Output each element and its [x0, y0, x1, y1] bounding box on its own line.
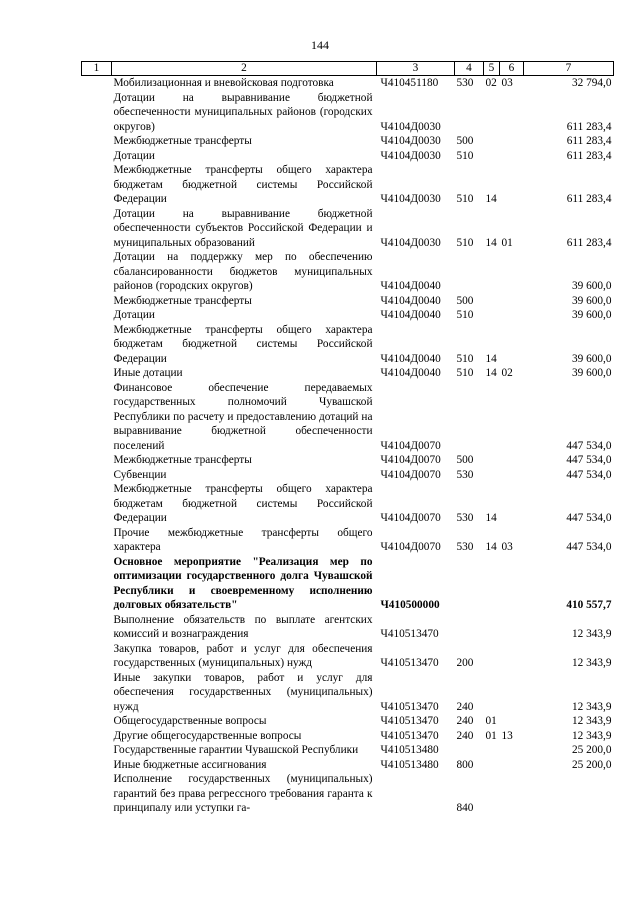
row-subsection [500, 250, 524, 294]
row-section [484, 772, 500, 816]
table-row [82, 149, 614, 164]
row-target-code: Ч4104Д0040 [380, 367, 441, 379]
row-amount: 39 600,0 [571, 352, 612, 365]
row-target-code: Ч4104Д0030 [380, 135, 441, 147]
row-index-cell [82, 149, 112, 164]
column-header: 1 [82, 62, 112, 76]
row-subsection: 03 [501, 541, 513, 553]
row-target-code: Ч410513470 [380, 657, 439, 669]
row-amount: 611 283,4 [566, 193, 612, 205]
column-header: 3 [377, 62, 455, 76]
row-amount: 611 283,4 [566, 135, 612, 147]
row-amount: 12 343,9 [571, 729, 612, 742]
table-row [82, 729, 614, 744]
table-row [82, 613, 614, 642]
row-index-cell [82, 758, 112, 773]
row-section [484, 308, 500, 323]
row-expense-type: 840 [456, 802, 474, 814]
row-amount: 447 534,0 [566, 468, 612, 481]
row-index-cell [82, 366, 112, 381]
row-section: 14 [485, 193, 497, 205]
table-row [82, 323, 614, 367]
row-index-cell [82, 671, 112, 715]
row-name: Финансовое обеспечение передаваемых государственных полномочий Чувашской Республики по расчету и предоставлению дотаций на выравнивание бюджетной обеспеченности поселений [113, 381, 373, 452]
row-expense-type: 510 [456, 236, 474, 249]
row-section [484, 743, 500, 758]
row-amount: 447 534,0 [566, 512, 612, 524]
row-amount: 12 343,9 [571, 715, 612, 727]
row-section [484, 453, 500, 468]
row-target-code: Ч410451180 [380, 77, 439, 89]
row-subsection: 13 [501, 729, 513, 742]
row-target-code: Ч4104Д0040 [380, 352, 441, 365]
row-target-code: Ч410500000 [380, 599, 440, 611]
row-target-code: Ч4104Д0030 [380, 149, 441, 162]
table-row [82, 671, 614, 715]
row-subsection [500, 381, 524, 454]
table-row [82, 642, 614, 671]
row-section: 14 [485, 367, 497, 379]
row-index-cell [82, 91, 112, 135]
row-amount: 447 534,0 [566, 454, 612, 466]
row-expense-type: 530 [456, 468, 474, 481]
table-row [82, 772, 614, 816]
budget-table [81, 61, 614, 816]
row-index-cell [82, 323, 112, 367]
table-row [82, 482, 614, 526]
row-expense-type: 240 [456, 715, 474, 727]
table-row [82, 91, 614, 135]
row-index-cell [82, 76, 112, 91]
row-name: Закупка товаров, работ и услуг для обеспечения государственных (муниципальных) нужд [113, 642, 373, 669]
row-name: Иные закупки товаров, работ и услуг для обеспечения государственных (муниципальных) нужд [113, 671, 373, 713]
row-index-cell [82, 308, 112, 323]
table-row [82, 207, 614, 251]
row-amount: 25 200,0 [571, 744, 612, 756]
row-target-code: Ч410513480 [380, 758, 439, 771]
table-row [82, 294, 614, 309]
row-subsection [500, 642, 524, 671]
row-index-cell [82, 613, 112, 642]
row-amount [524, 772, 614, 816]
row-name: Межбюджетные трансферты [113, 135, 252, 147]
row-index-cell [82, 714, 112, 729]
row-section [484, 381, 500, 454]
row-index-cell [82, 163, 112, 207]
row-subsection: 01 [501, 236, 513, 249]
table-row [82, 163, 614, 207]
row-section: 01 [485, 715, 497, 727]
row-target-code: Ч4104Д0070 [380, 439, 441, 452]
row-target-code: Ч4104Д0070 [380, 512, 441, 524]
row-expense-type: 500 [456, 294, 474, 307]
row-name: Межбюджетные трансферты [113, 294, 252, 307]
row-subsection [500, 149, 524, 164]
row-name: Межбюджетные трансферты [113, 454, 252, 466]
row-index-cell [82, 642, 112, 671]
row-name: Субвенции [113, 468, 167, 481]
row-name: Дотации [113, 149, 155, 162]
row-amount: 39 600,0 [571, 294, 612, 307]
row-section [484, 91, 500, 135]
row-name: Межбюджетные трансферты общего характера бюджетам бюджетной системы Российской Федерации [113, 323, 373, 365]
row-expense-type: 510 [456, 352, 474, 365]
row-subsection [500, 714, 524, 729]
row-subsection [500, 671, 524, 715]
row-section [484, 134, 500, 149]
row-amount: 12 343,9 [571, 700, 612, 713]
row-expense-type: 500 [456, 135, 474, 147]
row-expense-type [455, 381, 484, 454]
row-amount: 447 534,0 [566, 439, 612, 452]
table-row [82, 526, 614, 555]
row-subsection [500, 758, 524, 773]
row-name: Дотации на выравнивание бюджетной обеспеченности муниципальных районов (городских округов) [113, 91, 373, 133]
row-section [484, 671, 500, 715]
row-subsection [500, 453, 524, 468]
row-index-cell [82, 729, 112, 744]
row-section: 14 [485, 236, 497, 249]
row-subsection [500, 91, 524, 135]
table-body [82, 76, 614, 816]
row-amount: 611 283,4 [566, 120, 612, 133]
row-name: Общегосударственные вопросы [113, 715, 267, 727]
column-header: 5 [484, 62, 500, 76]
table-row [82, 758, 614, 773]
table-row [82, 468, 614, 483]
row-expense-type: 510 [456, 193, 474, 205]
row-expense-type: 240 [456, 729, 474, 742]
page-number: 144 [311, 38, 329, 52]
row-name: Межбюджетные трансферты общего характера бюджетам бюджетной системы Российской Федерации [113, 483, 373, 524]
row-subsection [500, 134, 524, 149]
row-subsection [500, 323, 524, 367]
row-target-code: Ч410513480 [380, 744, 439, 756]
row-section: 02 [485, 77, 497, 89]
row-expense-type: 200 [456, 657, 474, 669]
row-target-code: Ч4104Д0040 [380, 309, 441, 321]
row-target-code: Ч410513470 [380, 729, 439, 742]
row-section [484, 149, 500, 164]
row-amount: 447 534,0 [566, 541, 612, 553]
row-name: Государственные гарантии Чувашской Республики [113, 744, 359, 756]
row-index-cell [82, 772, 112, 816]
row-subsection [500, 772, 524, 816]
row-index-cell [82, 250, 112, 294]
row-target-code: Ч410513470 [380, 715, 439, 727]
row-index-cell [82, 134, 112, 149]
row-target-code: Ч410513470 [380, 628, 439, 640]
row-expense-type [455, 91, 484, 135]
row-section [484, 758, 500, 773]
row-name: Другие общегосударственные вопросы [113, 729, 302, 742]
row-expense-type: 240 [456, 700, 474, 713]
row-subsection [500, 294, 524, 309]
row-expense-type: 530 [456, 541, 474, 553]
row-section [484, 613, 500, 642]
column-header: 7 [524, 62, 614, 76]
row-target-code: Ч4104Д0030 [380, 120, 441, 133]
row-index-cell [82, 468, 112, 483]
row-section: 14 [485, 512, 497, 524]
row-target-code: Ч4104Д0040 [380, 280, 441, 292]
row-name: Исполнение государственных (муниципальных) гарантий без права регрессного требования гаранта к принципалу или уступки га- [113, 773, 373, 814]
row-amount: 611 283,4 [566, 149, 612, 162]
row-expense-type: 510 [456, 309, 474, 321]
row-subsection [500, 308, 524, 323]
row-expense-type [455, 250, 484, 294]
row-section [484, 468, 500, 483]
row-index-cell [82, 294, 112, 309]
row-target-code: Ч4104Д0030 [380, 193, 441, 205]
row-index-cell [82, 555, 112, 613]
row-section [484, 555, 500, 613]
row-target-code: Ч4104Д0070 [380, 541, 441, 553]
row-amount: 39 600,0 [571, 309, 612, 321]
row-name: Иные дотации [113, 367, 183, 379]
table-row [82, 308, 614, 323]
row-index-cell [82, 526, 112, 555]
row-subsection [500, 743, 524, 758]
row-subsection [500, 163, 524, 207]
row-index-cell [82, 207, 112, 251]
row-expense-type [455, 613, 484, 642]
row-name: Основное мероприятие "Реализация мер по оптимизации государственного долга Чувашской Республики и своевременному исполнению долговых обязательств" [113, 555, 373, 611]
row-subsection [500, 482, 524, 526]
row-name: Мобилизационная и вневойсковая подготовка [113, 77, 334, 89]
row-expense-type: 530 [456, 77, 474, 89]
row-expense-type: 510 [456, 149, 474, 162]
column-header: 4 [455, 62, 484, 76]
table-row [82, 381, 614, 454]
table-row [82, 453, 614, 468]
column-header: 6 [500, 62, 524, 76]
table-row [82, 743, 614, 758]
row-section [484, 642, 500, 671]
row-target-code: Ч4104Д0070 [380, 468, 441, 481]
row-subsection [500, 555, 524, 613]
row-subsection [500, 613, 524, 642]
row-name: Прочие межбюджетные трансферты общего характера [113, 526, 373, 553]
row-target-code: Ч410513470 [380, 700, 439, 713]
row-amount: 32 794,0 [571, 77, 612, 89]
row-subsection: 02 [501, 367, 513, 379]
row-name: Дотации на выравнивание бюджетной обеспеченности субъектов Российской Федерации и муниципальных образований [113, 207, 373, 249]
table-row [82, 134, 614, 149]
row-expense-type [455, 743, 484, 758]
row-name: Иные бюджетные ассигнования [113, 758, 267, 771]
table-row [82, 555, 614, 613]
table-row [82, 250, 614, 294]
row-subsection: 03 [501, 77, 513, 89]
row-section [484, 250, 500, 294]
row-section: 14 [485, 352, 497, 365]
row-amount: 611 283,4 [566, 236, 612, 249]
column-header: 2 [112, 62, 377, 76]
row-subsection [500, 468, 524, 483]
row-section: 01 [485, 729, 497, 742]
column-number-row [82, 62, 614, 76]
row-target-code [377, 772, 455, 816]
row-index-cell [82, 453, 112, 468]
row-index-cell [82, 381, 112, 454]
row-amount: 39 600,0 [571, 280, 612, 292]
row-target-code: Ч4104Д0030 [380, 236, 441, 249]
row-section [484, 294, 500, 309]
row-name: Дотации [113, 309, 155, 321]
table-row [82, 366, 614, 381]
row-amount: 39 600,0 [571, 367, 612, 379]
row-target-code: Ч4104Д0040 [380, 294, 441, 307]
row-name: Дотации на поддержку мер по обеспечению сбалансированности бюджетов муниципальных районов (городских округов) [113, 251, 373, 292]
row-expense-type [455, 555, 484, 613]
row-index-cell [82, 482, 112, 526]
row-expense-type: 510 [456, 367, 474, 379]
row-amount: 12 343,9 [571, 628, 612, 640]
row-index-cell [82, 743, 112, 758]
row-amount: 25 200,0 [571, 758, 612, 771]
row-expense-type: 500 [456, 454, 474, 466]
row-section: 14 [485, 541, 497, 553]
row-expense-type: 800 [456, 758, 474, 771]
row-amount: 410 557,7 [566, 599, 612, 611]
row-expense-type: 530 [456, 512, 474, 524]
row-name: Выполнение обязательств по выплате агентских комиссий и вознаграждения [113, 613, 373, 640]
row-amount: 12 343,9 [571, 657, 612, 669]
row-target-code: Ч4104Д0070 [380, 454, 441, 466]
table-row [82, 714, 614, 729]
row-name: Межбюджетные трансферты общего характера бюджетам бюджетной системы Российской Федерации [113, 164, 373, 205]
table-row [82, 76, 614, 91]
